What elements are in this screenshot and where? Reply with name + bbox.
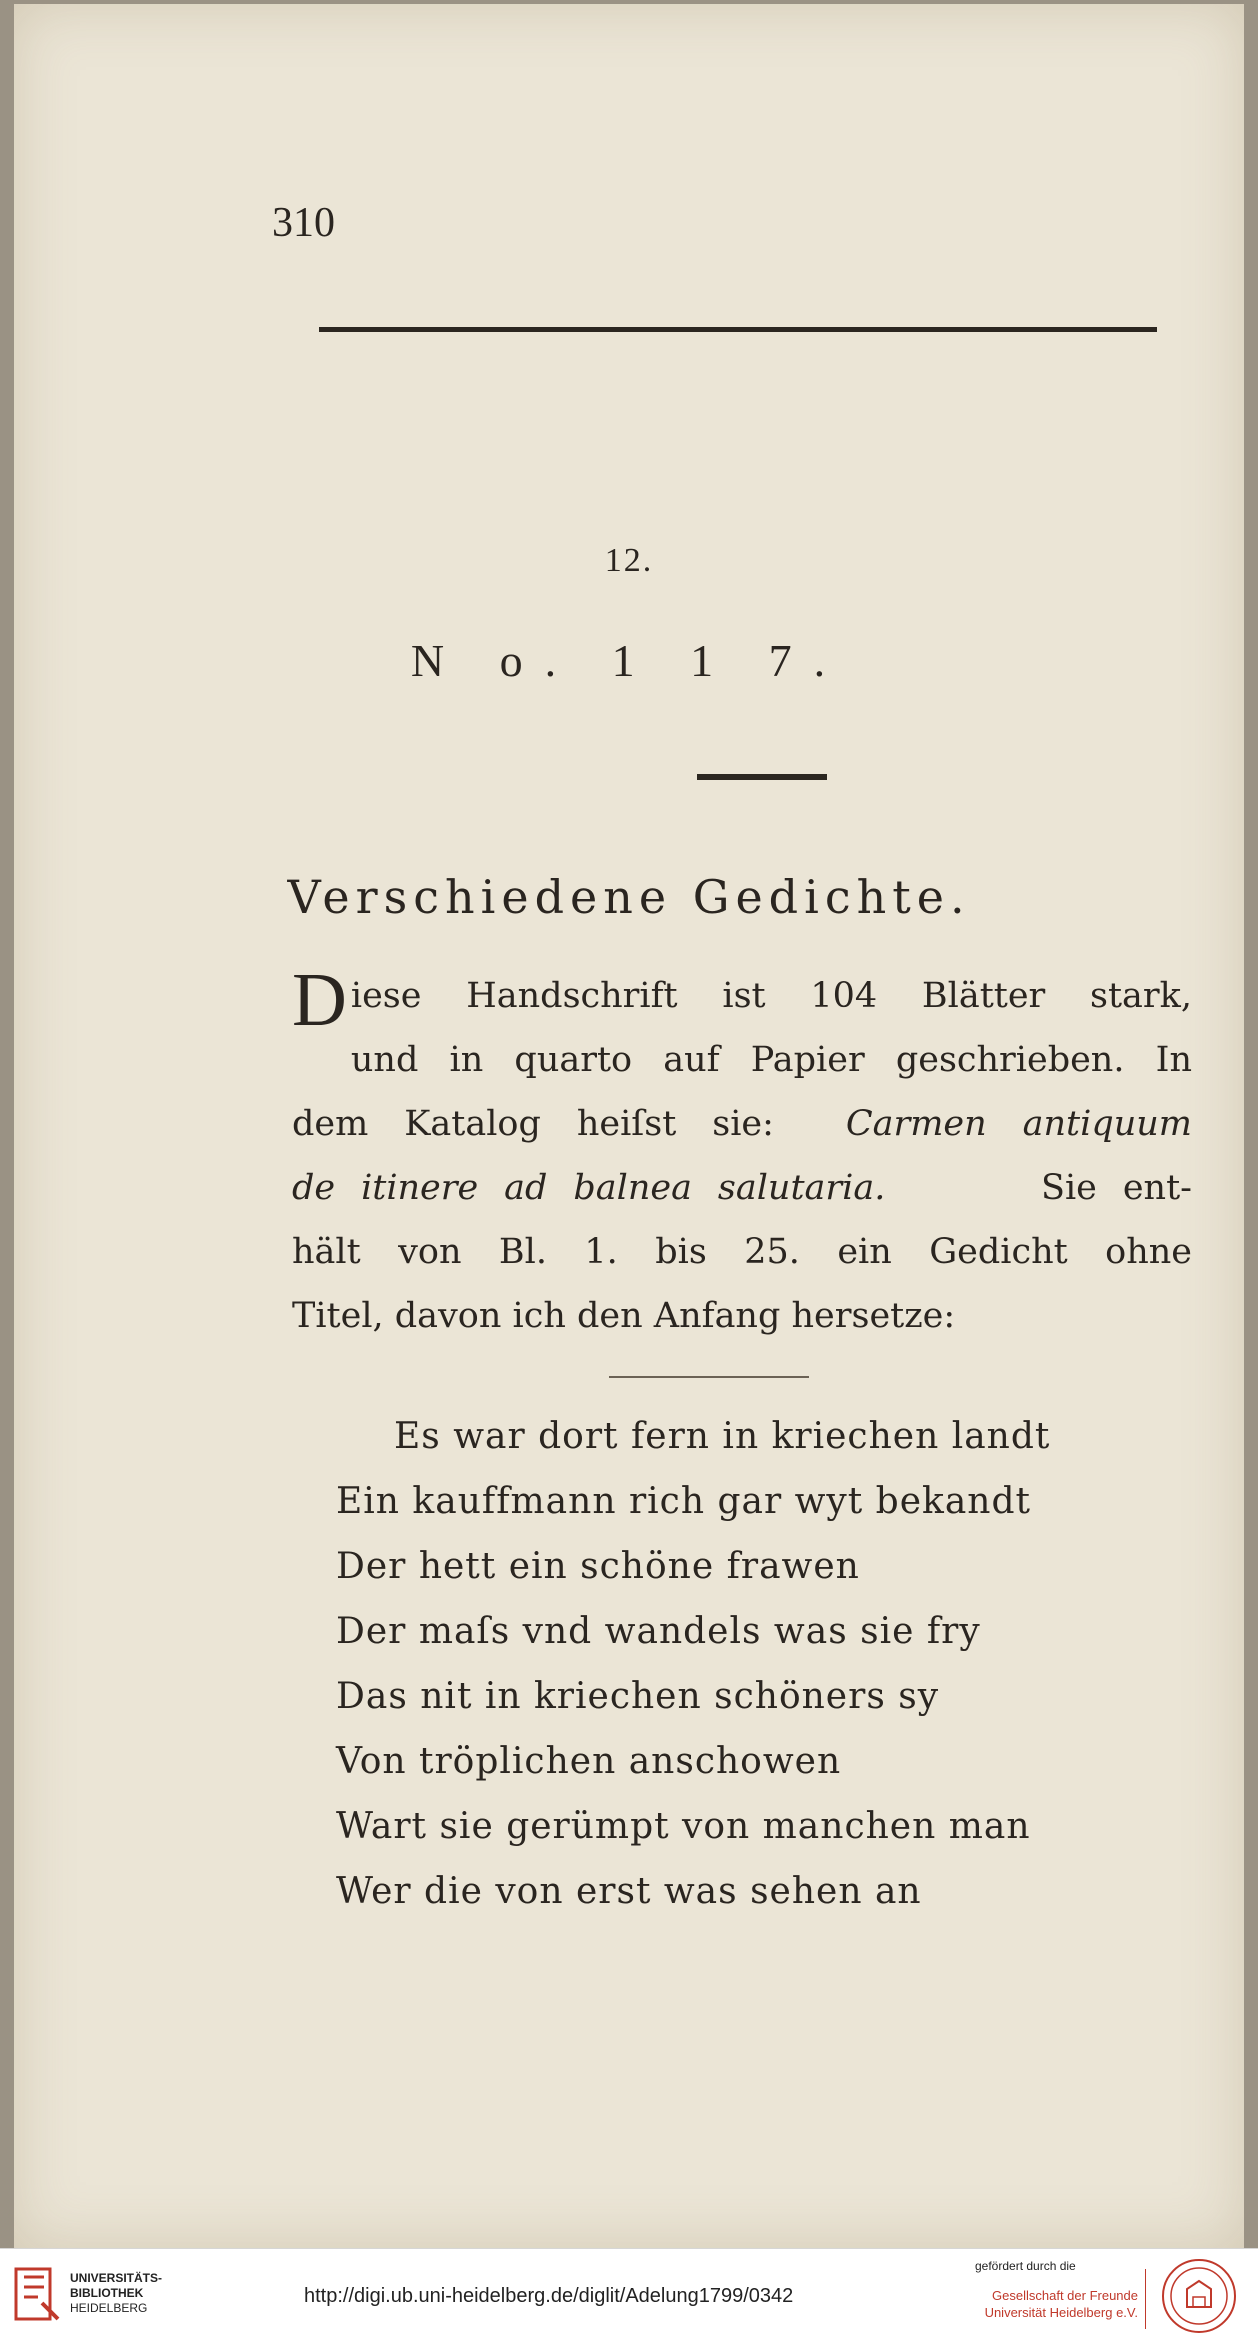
section-heading: Verschiedene Gedichte. <box>287 870 971 924</box>
poem-verse: Wer die von erst was sehen an <box>336 1871 922 1912</box>
poem-verse: Der maſs vnd wandels was sie fry <box>336 1611 981 1652</box>
poem-rule <box>609 1376 809 1378</box>
library-name-line: BIBLIOTHEK <box>70 2286 144 2300</box>
library-name <box>70 2271 162 2316</box>
sponsor-divider <box>1145 2269 1146 2329</box>
sponsor-name-line: Universität Heidelberg e.V. <box>984 2305 1138 2320</box>
poem-verse: Von tröplichen anschowen <box>336 1741 842 1782</box>
prose-italic-title: Carmen antiquum <box>845 1104 1192 1144</box>
library-name-line: UNIVERSITÄTS- <box>70 2271 163 2285</box>
prose-line <box>292 1156 1192 1220</box>
prose-line: Titel, davon ich den Anfang hersetze: <box>292 1296 956 1336</box>
drop-initial: D <box>292 958 347 1042</box>
prose-text: Sie ent- <box>1041 1168 1192 1208</box>
page-number: 310 <box>272 200 335 246</box>
library-name-line: HEIDELBERG <box>70 2301 148 2315</box>
sponsor-name <box>978 2287 1138 2321</box>
header-rule <box>319 327 1157 332</box>
entry-number: N o. 1 1 7. <box>410 635 848 686</box>
prose-text: dem Katalog heiſst sie: <box>292 1104 774 1144</box>
prose-line: iese Handschrift ist 104 Blätter stark, <box>350 976 1192 1016</box>
poem-verse: Es war dort fern in kriechen landt <box>394 1416 1051 1457</box>
sponsor-name-line: Gesellschaft der Freunde <box>992 2288 1138 2303</box>
poem-excerpt <box>336 1404 1216 1924</box>
prose-line: hält von Bl. 1. bis 25. ein Gedicht ohne <box>292 1232 1192 1272</box>
permalink-url[interactable]: http://digi.ub.uni-heidelberg.de/diglit/Adelung1799/0342 <box>304 2285 794 2307</box>
section-number: 12. <box>604 542 654 579</box>
university-library-logo-icon <box>14 2263 62 2325</box>
society-seal-icon <box>1160 2257 1238 2335</box>
prose-line <box>292 1092 1192 1156</box>
sponsor-label: gefördert durch die <box>975 2259 1076 2273</box>
poem-verse: Ein kauffmann rich gar wyt bekandt <box>336 1481 1032 1522</box>
poem-verse: Das nit in kriechen schöners sy <box>336 1676 940 1717</box>
viewer-footer <box>0 2248 1258 2340</box>
prose-italic-title: de itinere ad balnea salutaria. <box>292 1168 886 1208</box>
prose-line: und in quarto auf Papier geschrieben. In <box>350 1040 1192 1080</box>
entry-rule <box>697 774 827 780</box>
book-page <box>14 4 1244 2248</box>
poem-verse: Wart sie gerümpt von manchen man <box>336 1806 1031 1847</box>
poem-verse: Der hett ein schöne frawen <box>336 1546 860 1587</box>
description-paragraph <box>292 958 1192 1348</box>
